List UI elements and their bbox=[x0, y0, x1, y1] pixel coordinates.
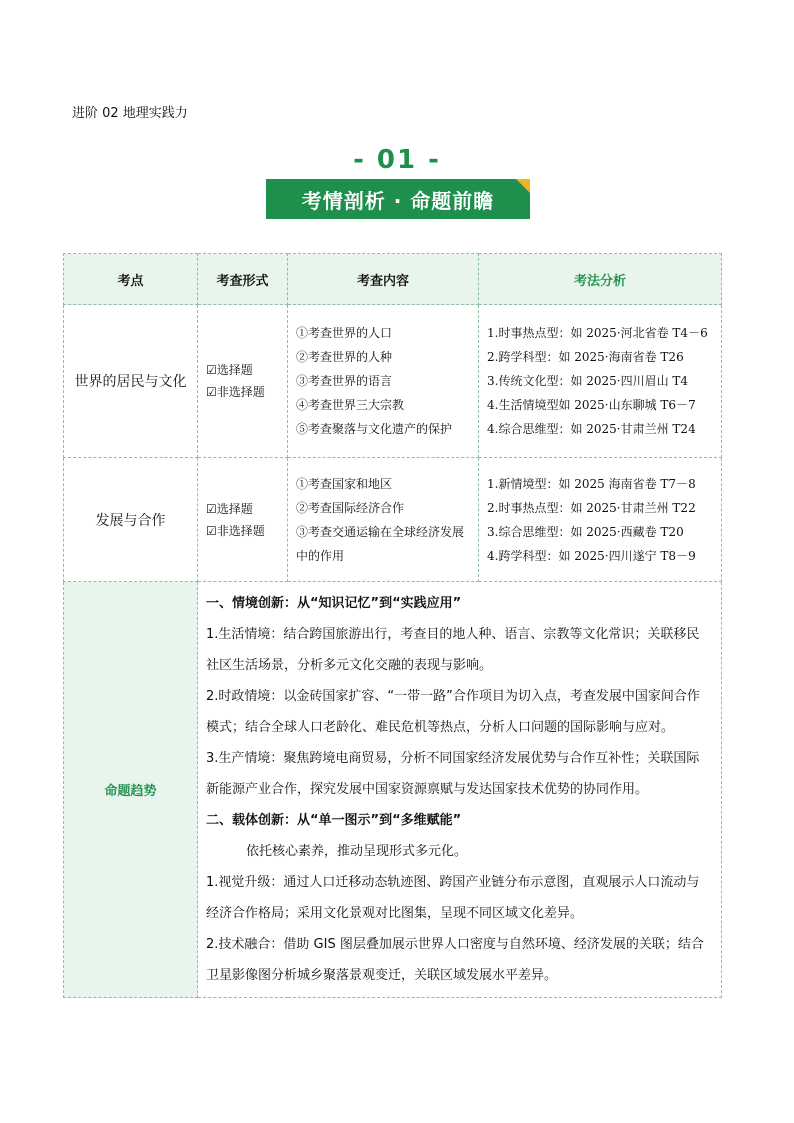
analysis-item: 2.时事热点型：如 2025·甘肃兰州 T22 bbox=[487, 500, 696, 515]
table-row bbox=[64, 458, 722, 582]
exam-analysis-table bbox=[63, 253, 722, 998]
banner-corner-decoration bbox=[516, 179, 530, 193]
trend-label: 命题趋势 bbox=[64, 582, 198, 998]
row-content bbox=[288, 458, 479, 582]
document-header-label: 进阶 02 地理实践力 bbox=[72, 106, 188, 121]
content-item: ②考查世界的人种 bbox=[296, 350, 393, 364]
row-content bbox=[288, 305, 479, 458]
format-item: ☑非选择题 bbox=[206, 523, 265, 538]
content-item: ①考查国家和地区 bbox=[296, 476, 393, 491]
table-header-row bbox=[64, 254, 722, 305]
trend-row bbox=[64, 582, 722, 998]
banner-title: 考情剖析 · 命题前瞻 bbox=[301, 188, 495, 213]
header-point: 考点 bbox=[64, 254, 198, 305]
row-analysis bbox=[479, 458, 722, 582]
analysis-item: 3.传统文化型：如 2025·四川眉山 T4 bbox=[487, 374, 689, 388]
analysis-item: 1.新情境型：如 2025 海南省卷 T7－8 bbox=[487, 476, 696, 491]
analysis-item: 4.跨学科型：如 2025·四川遂宁 T8－9 bbox=[487, 548, 696, 563]
section-number: - 01 - bbox=[353, 145, 441, 175]
content-item: ④考查世界三大宗教 bbox=[296, 398, 405, 412]
trend-paragraph: 1.视觉升级：通过人口迁移动态轨迹图、跨国产业链分布示意图，直观展示人口流动与经济合作格局；采用文化景观对比图集，呈现不同区域文化差异。 bbox=[206, 875, 700, 921]
row-point: 发展与合作 bbox=[64, 458, 198, 582]
format-item: ☑选择题 bbox=[206, 363, 253, 377]
format-item: ☑选择题 bbox=[206, 501, 253, 516]
header-format: 考查形式 bbox=[198, 254, 288, 305]
trend-heading: 二、载体创新：从“单一图示”到“多维赋能” bbox=[206, 813, 462, 828]
trend-paragraph: 2.技术融合：借助 GIS 图层叠加展示世界人口密度与自然环境、经济发展的关联；结合卫星影像图分析城乡聚落景观变迁，关联区域发展水平差异。 bbox=[206, 937, 704, 983]
format-item: ☑非选择题 bbox=[206, 385, 265, 399]
content-item: ①考查世界的人口 bbox=[296, 326, 393, 340]
analysis-item: 1.时事热点型：如 2025·河北省卷 T4－6 bbox=[487, 326, 708, 340]
content-item: ⑤考查聚落与文化遗产的保护 bbox=[296, 422, 453, 436]
trend-paragraph: 依托核心素养，推动呈现形式多元化。 bbox=[246, 844, 468, 859]
analysis-item: 4.生活情境型如 2025·山东聊城 T6－7 bbox=[487, 398, 696, 412]
trend-heading: 一、情境创新：从“知识记忆”到“实践应用” bbox=[206, 596, 462, 611]
analysis-item: 3.综合思维型：如 2025·西藏卷 T20 bbox=[487, 524, 684, 539]
row-formats bbox=[198, 458, 288, 582]
content-item: ②考查国际经济合作 bbox=[296, 500, 405, 515]
analysis-item: 4.综合思维型：如 2025·甘肃兰州 T24 bbox=[487, 422, 696, 436]
header-content: 考查内容 bbox=[288, 254, 479, 305]
trend-body bbox=[198, 582, 722, 998]
header-analysis: 考法分析 bbox=[479, 254, 722, 305]
section-banner bbox=[266, 179, 530, 219]
table-row bbox=[64, 305, 722, 458]
analysis-item: 2.跨学科型：如 2025·海南省卷 T26 bbox=[487, 350, 684, 364]
trend-paragraph: 2.时政情境：以金砖国家扩容、“一带一路”合作项目为切入点，考查发展中国家间合作模式；结合全球人口老龄化、难民危机等热点，分析人口问题的国际影响与应对。 bbox=[206, 689, 700, 735]
row-formats bbox=[198, 305, 288, 458]
content-item: ③考查世界的语言 bbox=[296, 374, 393, 388]
row-point: 世界的居民与文化 bbox=[64, 305, 198, 458]
row-analysis bbox=[479, 305, 722, 458]
trend-paragraph: 3.生产情境：聚焦跨境电商贸易，分析不同国家经济发展优势与合作互补性；关联国际新能源产业合作，探究发展中国家资源禀赋与发达国家技术优势的协同作用。 bbox=[206, 751, 700, 797]
content-item: ③考查交通运输在全球经济发展中的作用 bbox=[296, 524, 465, 563]
trend-paragraph: 1.生活情境：结合跨国旅游出行，考查目的地人种、语言、宗教等文化常识；关联移民社区生活场景，分析多元文化交融的表现与影响。 bbox=[206, 627, 700, 673]
